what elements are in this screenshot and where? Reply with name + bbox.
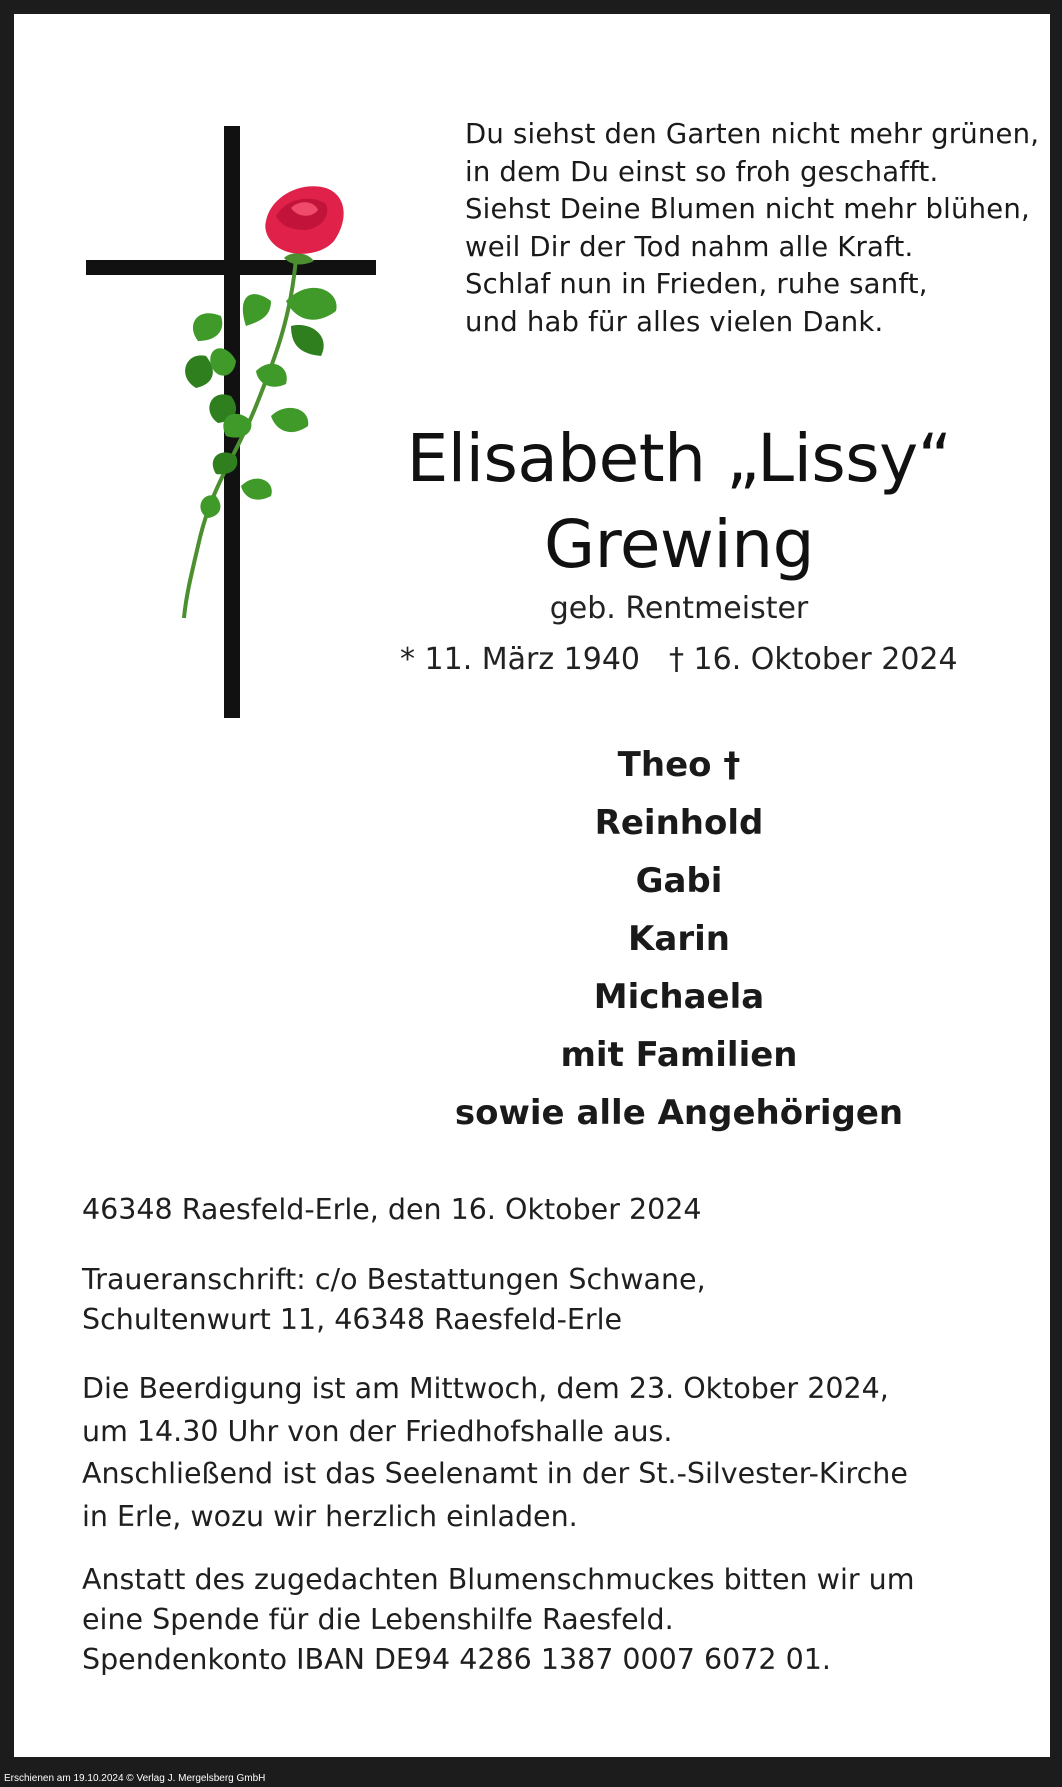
mourner-name: Theo † [617, 745, 741, 785]
rose-icon [184, 186, 344, 618]
cross-with-rose [86, 126, 386, 718]
deceased-last-name: Grewing [544, 506, 814, 583]
donation-line: Anstatt des zugedachten Blumenschmuckes bitten wir um [82, 1563, 915, 1596]
poem-line: Siehst Deine Blumen nicht mehr blühen, [465, 193, 1030, 225]
mourner-name: Reinhold [594, 803, 764, 843]
poem-line: Schlaf nun in Frieden, ruhe sanft, [465, 268, 928, 300]
mourner-name: mit Familien [560, 1035, 798, 1075]
funeral-line: Die Beerdigung ist am Mittwoch, dem 23. Oktober 2024, [82, 1372, 889, 1405]
mourner-name: Gabi [635, 861, 723, 901]
mourners-list [394, 736, 964, 1142]
maiden-name: geb. Rentmeister [549, 591, 809, 626]
address-line: Traueranschrift: c/o Bestattungen Schwane, [82, 1263, 706, 1296]
funeral-info [82, 1368, 908, 1538]
donation-info [82, 1560, 915, 1680]
poem [465, 116, 1039, 341]
death-date: † 16. Oktober 2024 [669, 642, 958, 677]
mourner-name: sowie alle Angehörigen [454, 1093, 904, 1133]
poem-line: und hab für alles vielen Dank. [465, 305, 884, 338]
donation-line: eine Spende für die Lebenshilfe Raesfeld. [82, 1603, 674, 1636]
poem-line: in dem Du einst so froh geschafft. [465, 155, 939, 188]
address-line: Schultenwurt 11, 46348 Raesfeld-Erle [82, 1303, 623, 1336]
funeral-line: um 14.30 Uhr von der Friedhofshalle aus. [82, 1414, 673, 1448]
place-and-date: 46348 Raesfeld-Erle, den 16. Oktober 2024 [82, 1193, 702, 1226]
deceased-first-name: Elisabeth „Lissy“ [406, 420, 952, 497]
mourner-name: Karin [628, 919, 730, 959]
funeral-line: in Erle, wozu wir herzlich einladen. [82, 1499, 578, 1533]
donation-line: Spendenkonto IBAN DE94 4286 1387 0007 6072 01. [82, 1643, 831, 1676]
mourning-address [82, 1260, 706, 1340]
obituary-card [14, 14, 1050, 1757]
poem-line: Du siehst den Garten nicht mehr grünen, [465, 118, 1040, 150]
funeral-line: Anschließend ist das Seelenamt in der St.-Silvester-Kirche [82, 1457, 908, 1490]
publication-footer: Erschienen am 19.10.2024 © Verlag J. Mergelsberg GmbH [4, 1773, 266, 1784]
poem-line: weil Dir der Tod nahm alle Kraft. [465, 230, 914, 263]
birth-date: * 11. März 1940 [400, 642, 641, 677]
mourner-name: Michaela [593, 977, 765, 1017]
